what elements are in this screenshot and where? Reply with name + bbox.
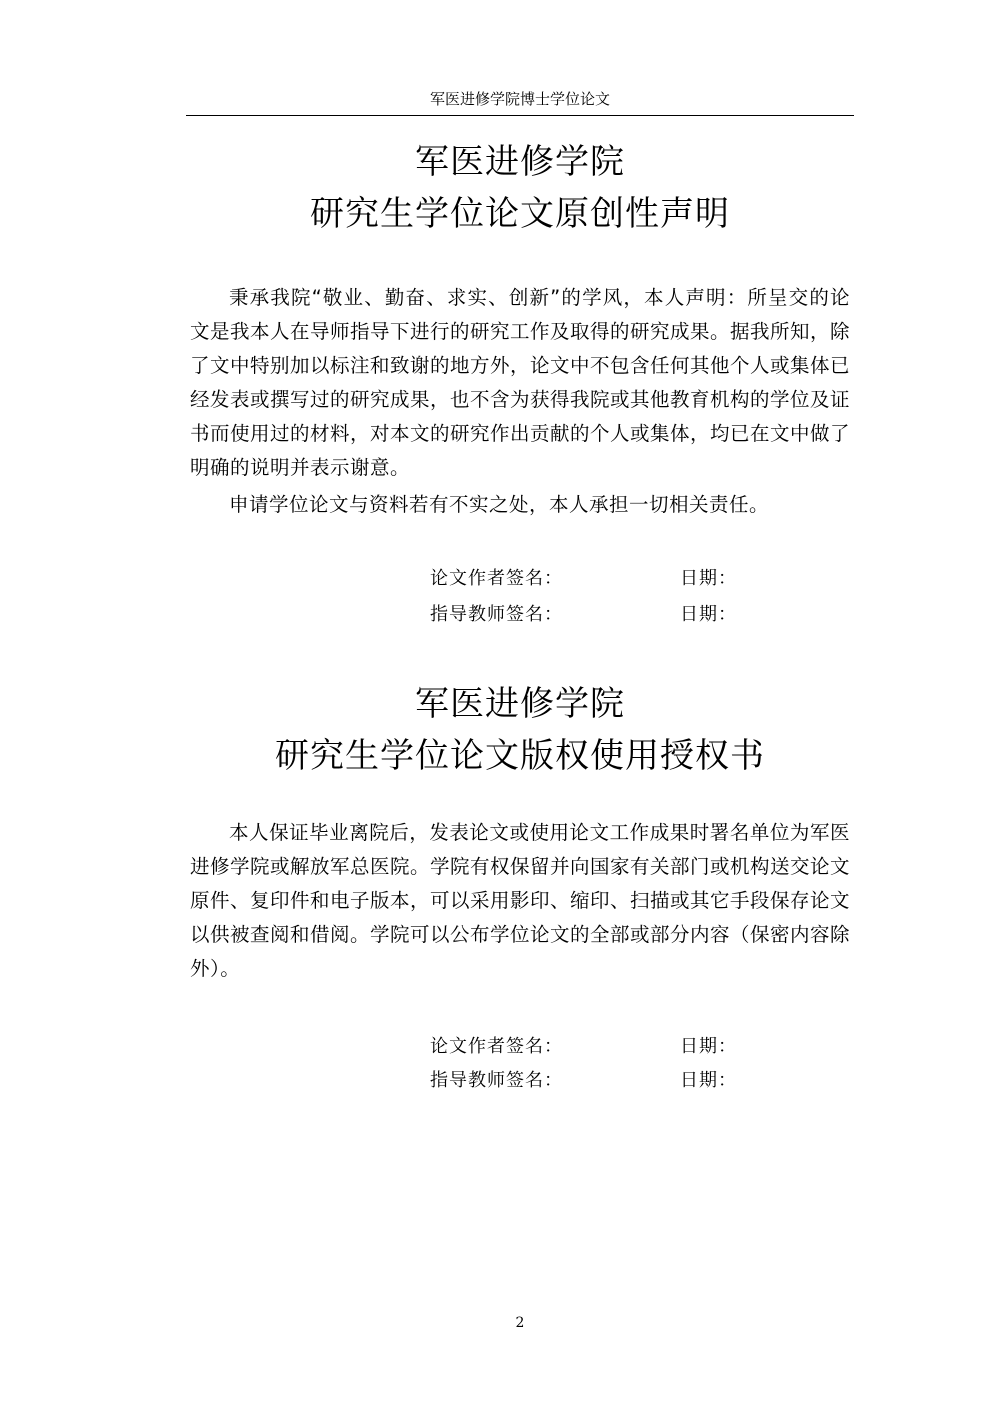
- header-divider: [186, 115, 854, 116]
- originality-author-signature-row: [430, 564, 850, 594]
- originality-title-line2: 研究生学位论文原创性声明: [310, 194, 730, 234]
- author-signature-label: 论文作者签名：: [430, 1036, 563, 1057]
- advisor-date-label: 日期：: [680, 604, 737, 625]
- copyright-paragraph-1: 本人保证毕业离院后，发表论文或使用论文工作成果时署名单位为军医进修学院或解放军总医院。学院有权保留并向国家有关部门或机构送交论文原件、复印件和电子版本，可以采用影印、缩印、扫描或其它手段保存论文以供被查阅和借阅。学院可以公布学位论文的全部或部分内容（保密内容除外）。: [190, 821, 851, 980]
- copyright-author-signature-row: [430, 1032, 850, 1062]
- copyright-title-line2: 研究生学位论文版权使用授权书: [275, 736, 765, 776]
- advisor-date-label: 日期：: [680, 1070, 737, 1091]
- originality-advisor-signature-row: [430, 600, 850, 630]
- author-date-label: 日期：: [680, 568, 737, 589]
- originality-paragraph-2: 申请学位论文与资料若有不实之处，本人承担一切相关责任。: [229, 493, 770, 516]
- author-date-label: 日期：: [680, 1036, 737, 1057]
- advisor-signature-label: 指导教师签名：: [430, 604, 563, 625]
- page-number: 2: [515, 1315, 525, 1331]
- advisor-signature-label: 指导教师签名：: [430, 1070, 563, 1091]
- originality-paragraph-1: 秉承我院“敬业、勤奋、求实、创新”的学风，本人声明：所呈交的论文是我本人在导师指导下进行的研究工作及取得的研究成果。据我所知，除了文中特别加以标注和致谢的地方外，论文中不包含任何其他个人或集体已经发表或撰写过的研究成果，也不含为获得我院或其他教育机构的学位及证书而使用过的材料，对本文的研究作出贡献的个人或集体，均已在文中做了明确的说明并表示谢意。: [190, 286, 851, 479]
- originality-title-line1: 军医进修学院: [415, 142, 625, 182]
- running-header: 军医进修学院博士学位论文: [429, 90, 610, 108]
- copyright-title-line1: 军医进修学院: [415, 684, 625, 724]
- copyright-advisor-signature-row: [430, 1066, 850, 1096]
- author-signature-label: 论文作者签名：: [430, 568, 563, 589]
